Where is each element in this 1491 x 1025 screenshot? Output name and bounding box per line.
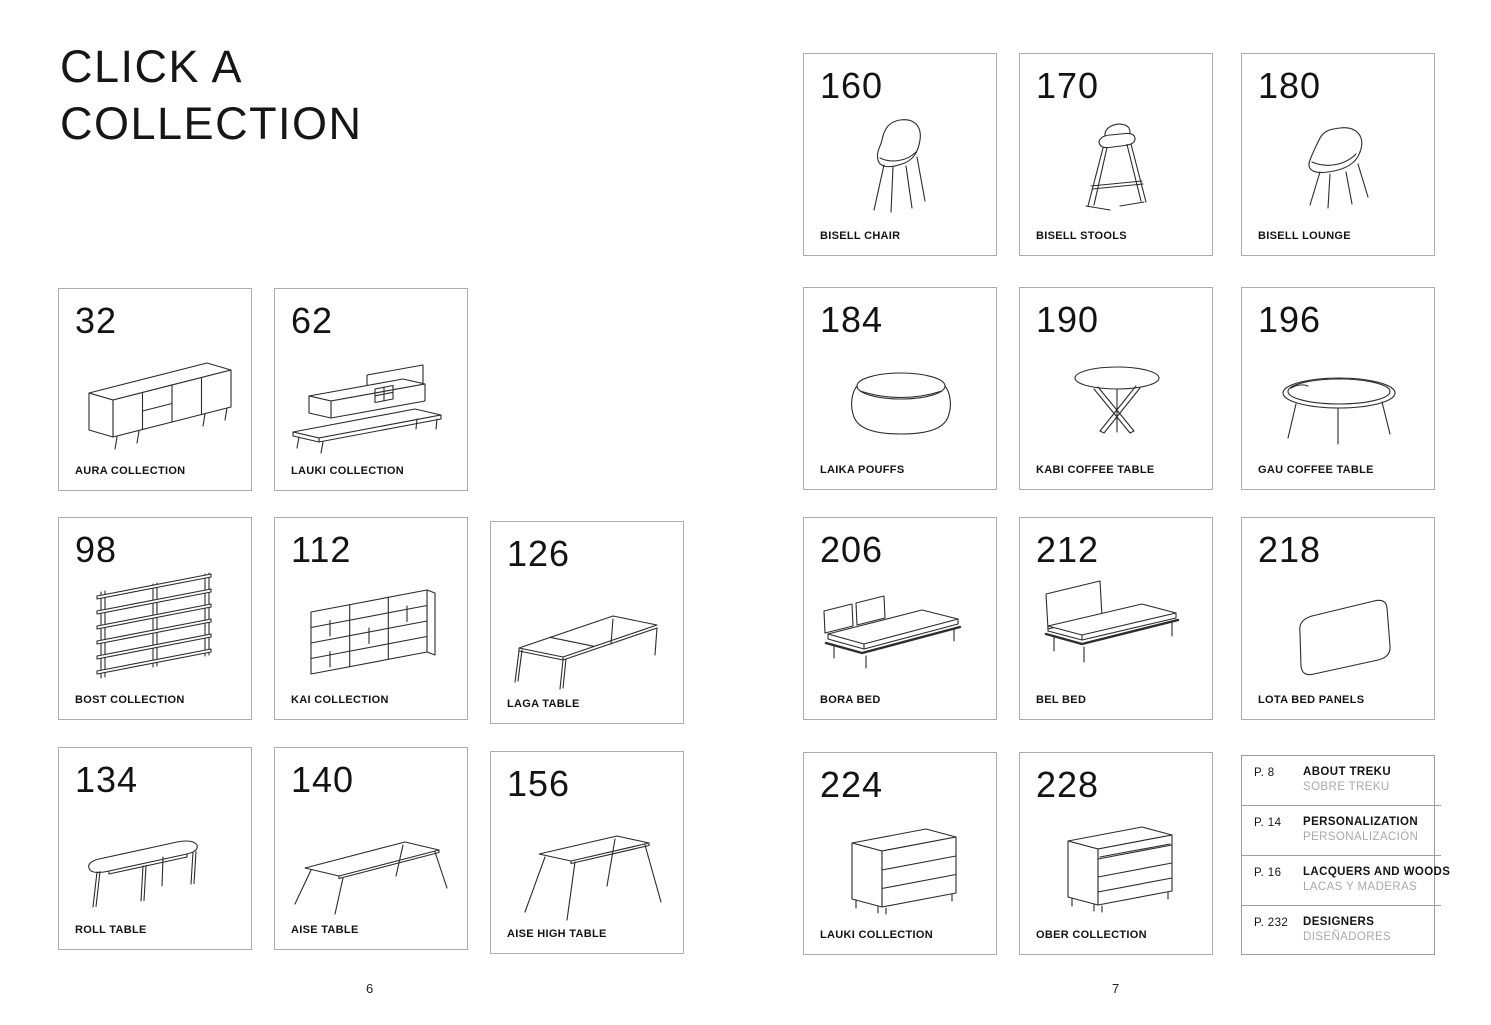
card-laga-table[interactable] — [490, 521, 684, 724]
card-label: LOTA BED PANELS — [1258, 694, 1365, 706]
lounge-chair-illustration — [1242, 102, 1436, 232]
card-bisell-lounge[interactable] — [1241, 53, 1435, 256]
card-aura-collection[interactable] — [58, 288, 252, 491]
wall-unit-illustration — [275, 337, 469, 467]
card-label: AURA COLLECTION — [75, 465, 186, 477]
card-aise-high-table[interactable] — [490, 751, 684, 954]
page-title-line2: COLLECTION — [60, 98, 363, 149]
card-number: 218 — [1258, 529, 1322, 570]
card-bel-bed[interactable] — [1019, 517, 1213, 720]
bed-illustration — [1020, 566, 1214, 696]
bed-panel-illustration — [1242, 566, 1436, 696]
card-laika-pouffs[interactable] — [803, 287, 997, 490]
card-number: 224 — [820, 764, 884, 805]
info-subtitle: DISEÑADORES — [1303, 931, 1392, 943]
info-text — [1303, 866, 1450, 893]
card-label: AISE TABLE — [291, 924, 359, 936]
card-gau-coffee-table[interactable] — [1241, 287, 1435, 490]
card-number: 32 — [75, 300, 118, 341]
card-number: 184 — [820, 299, 884, 340]
card-number: 190 — [1036, 299, 1100, 340]
card-label: ROLL TABLE — [75, 924, 147, 936]
table-illustration — [491, 570, 685, 700]
card-bisell-chair[interactable] — [803, 53, 997, 256]
card-label: KABI COFFEE TABLE — [1036, 464, 1155, 476]
card-label: KAI COLLECTION — [291, 694, 389, 706]
card-bora-bed[interactable] — [803, 517, 997, 720]
card-kai-collection[interactable] — [274, 517, 468, 720]
card-number: 156 — [507, 763, 571, 804]
shelving-grid-illustration — [275, 566, 469, 696]
table-illustration — [275, 796, 469, 926]
card-number: 206 — [820, 529, 884, 570]
card-label: LAGA TABLE — [507, 698, 580, 710]
info-page-ref: P. 14 — [1254, 817, 1282, 829]
info-row-lacquers-and-woods[interactable] — [1242, 856, 1451, 906]
card-aise-table[interactable] — [274, 747, 468, 950]
card-kabi-coffee-table[interactable] — [1019, 287, 1213, 490]
card-number: 180 — [1258, 65, 1322, 106]
card-label: BOST COLLECTION — [75, 694, 185, 706]
info-subtitle: SOBRE TREKU — [1303, 781, 1390, 793]
info-text — [1303, 916, 1391, 943]
high-table-illustration — [491, 800, 685, 930]
card-roll-table[interactable] — [58, 747, 252, 950]
card-label: LAUKI COLLECTION — [820, 929, 933, 941]
info-row-designers[interactable] — [1242, 906, 1434, 956]
drawer-chest-illustration — [1020, 801, 1214, 931]
card-number: 196 — [1258, 299, 1322, 340]
card-lauki-collection-chest[interactable] — [803, 752, 997, 955]
card-number: 228 — [1036, 764, 1100, 805]
card-label: AISE HIGH TABLE — [507, 928, 607, 940]
info-row-about-treku[interactable] — [1242, 756, 1434, 806]
pouf-illustration — [804, 336, 998, 466]
bed-illustration — [804, 566, 998, 696]
right-page-number: 7 — [1112, 981, 1120, 996]
info-title: ABOUT TREKU — [1303, 766, 1392, 778]
drawer-chest-illustration — [804, 801, 998, 931]
shelving-illustration — [59, 566, 253, 696]
table-illustration — [59, 796, 253, 926]
card-ober-collection[interactable] — [1019, 752, 1213, 955]
info-page-ref: P. 232 — [1254, 917, 1289, 929]
page-title-line1: CLICK A — [60, 41, 244, 92]
side-table-illustration — [1020, 336, 1214, 466]
info-text — [1303, 766, 1391, 793]
info-subtitle: PERSONALIZACIÓN — [1303, 831, 1419, 843]
info-panel — [1241, 755, 1451, 955]
card-number: 98 — [75, 529, 118, 570]
card-label: BISELL STOOLS — [1036, 230, 1127, 242]
info-row-personalization[interactable] — [1242, 806, 1434, 856]
chair-illustration — [804, 102, 998, 232]
card-label: LAIKA POUFFS — [820, 464, 905, 476]
card-number: 62 — [291, 300, 334, 341]
card-lota-bed-panels[interactable] — [1241, 517, 1435, 720]
coffee-table-illustration — [1242, 336, 1436, 466]
page-title — [60, 38, 363, 152]
card-number: 212 — [1036, 529, 1100, 570]
info-page-ref: P. 8 — [1254, 767, 1275, 779]
info-title: LACQUERS AND WOODS — [1303, 866, 1451, 878]
info-title: DESIGNERS — [1303, 916, 1375, 928]
card-number: 112 — [291, 529, 352, 570]
info-title: PERSONALIZATION — [1303, 816, 1419, 828]
card-lauki-collection[interactable] — [274, 288, 468, 491]
card-label: BISELL LOUNGE — [1258, 230, 1351, 242]
card-label: LAUKI COLLECTION — [291, 465, 404, 477]
stool-illustration — [1020, 102, 1214, 232]
card-number: 126 — [507, 533, 571, 574]
info-text — [1303, 816, 1418, 843]
card-number: 140 — [291, 759, 355, 800]
card-bisell-stools[interactable] — [1019, 53, 1213, 256]
card-label: BEL BED — [1036, 694, 1087, 706]
left-page-number: 6 — [366, 981, 374, 996]
card-label: BISELL CHAIR — [820, 230, 901, 242]
card-number: 170 — [1036, 65, 1100, 106]
card-bost-collection[interactable] — [58, 517, 252, 720]
sideboard-illustration — [59, 337, 253, 467]
card-label: BORA BED — [820, 694, 881, 706]
card-label: GAU COFFEE TABLE — [1258, 464, 1374, 476]
card-number: 160 — [820, 65, 884, 106]
card-number: 134 — [75, 759, 139, 800]
info-page-ref: P. 16 — [1254, 867, 1282, 879]
card-label: OBER COLLECTION — [1036, 929, 1147, 941]
info-subtitle: LACAS Y MADERAS — [1303, 881, 1418, 893]
